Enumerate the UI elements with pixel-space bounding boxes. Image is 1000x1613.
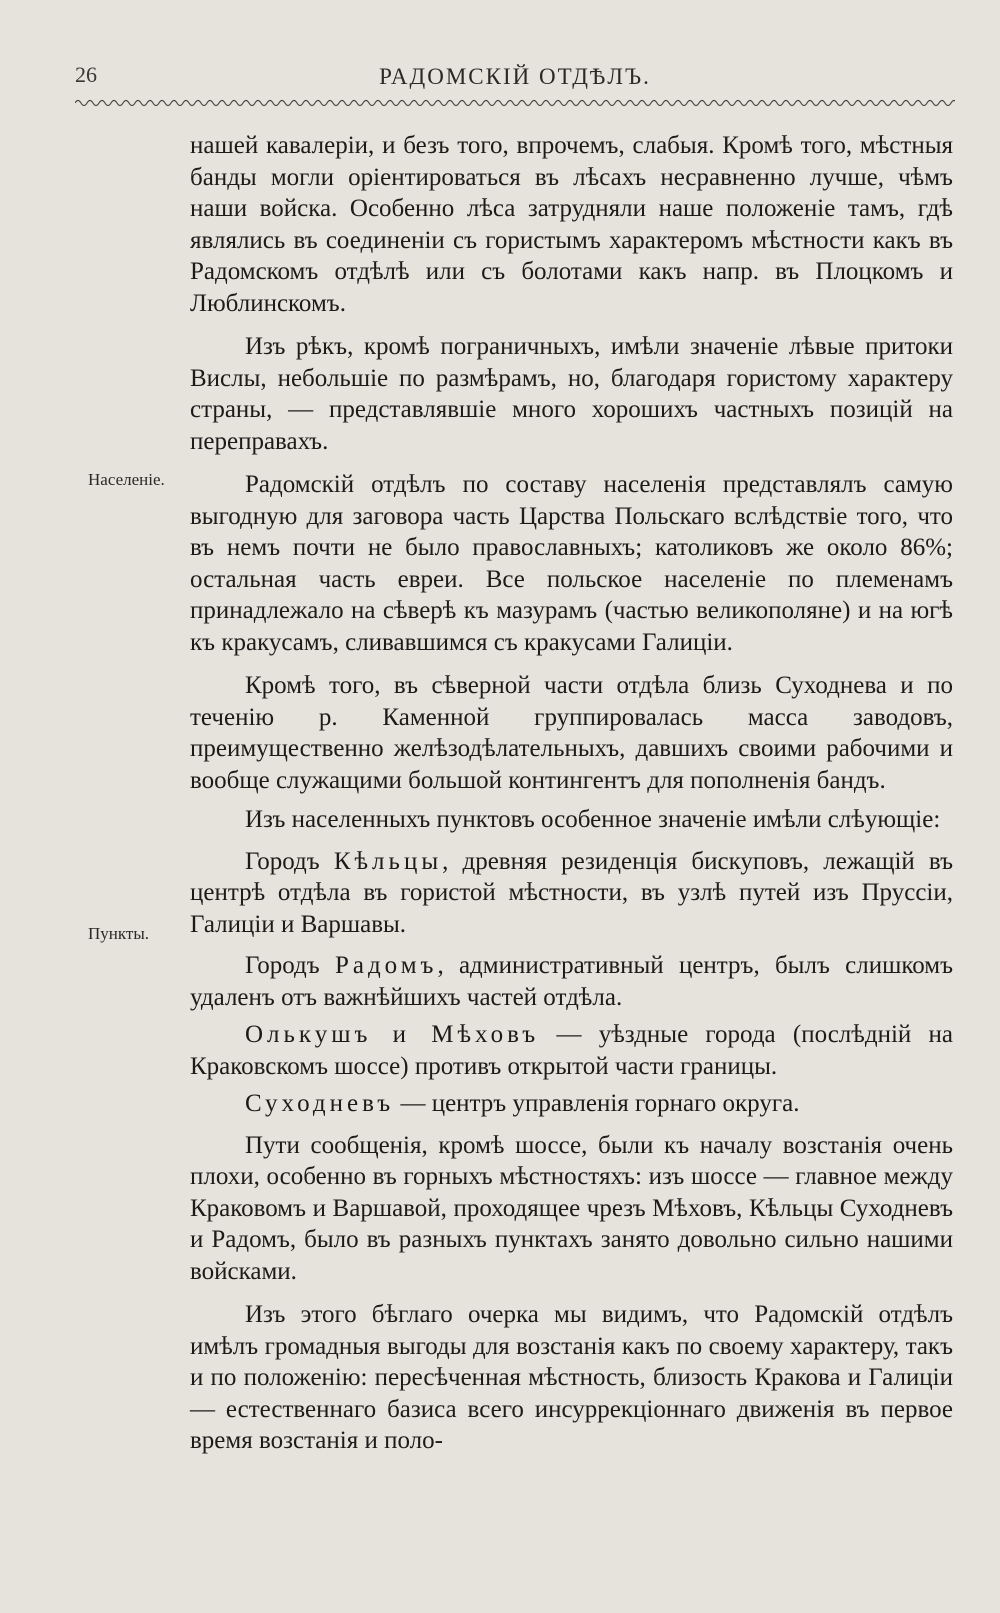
paragraph: Пути сообщенія, кромѣ шоссе, были къ началу возстанія очень плохи, особенно въ горныхъ мѣстностяхъ: изъ шоссе — главное между Краковомъ и Варшавой, проходящее чрезъ Мѣховъ, Кѣльцы Суходневъ и Радомъ, было въ разныхъ пунктахъ занято довольно сильно нашими войсками. (190, 1131, 953, 1285)
text-span: , административный центръ, былъ слишкомъ удаленъ отъ важнѣйшихъ частей отдѣла. (190, 952, 953, 1011)
paragraph (190, 950, 953, 1013)
text-span: Городъ (245, 847, 334, 875)
wavy-divider (75, 96, 955, 110)
page-number: 26 (75, 62, 97, 87)
paragraph (190, 1088, 953, 1120)
place-name: Суходневъ (245, 1090, 395, 1117)
text-span: Городъ (245, 952, 335, 979)
text-span: — уѣздные города (послѣдній на Краковскомъ шоссе) противъ открытой части границы. (190, 1021, 953, 1080)
margin-note-population: Населеніе. (88, 470, 165, 489)
place-name: Кѣльцы (333, 847, 443, 875)
paragraph (190, 1019, 953, 1082)
margin-note-points: Пункты. (88, 924, 150, 943)
place-name: Олькушъ и Мѣховъ (245, 1021, 540, 1048)
paragraph: Радомскій отдѣлъ по составу населенія представлялъ самую выгодную для заговора часть Царства Польскаго вслѣдствіе того, что въ немъ почти не было православныхъ; католиковъ же около 86%; остальная часть евреи. Все польское населеніе по племенамъ принадлежало на сѣверѣ къ мазурамъ (частью великополяне) и на югѣ къ кракусамъ, сливавшимся съ кракусами Галиціи. (190, 471, 953, 656)
text-span: , древняя резиденція бискуповъ, лежащій въ центрѣ отдѣла въ гористой мѣстности, въ узлѣ путей изъ Пруссіи, Галиціи и Варшавы. (190, 847, 953, 938)
text-span: — центръ управленія горнаго округа. (394, 1090, 800, 1117)
paragraph (190, 846, 953, 941)
paragraph: Изъ этого бѣглаго очерка мы видимъ, что Радомскій отдѣлъ имѣлъ громадныя выгоды для возстанія какъ по своему характеру, такъ и по положенію: пересѣченная мѣстность, близость Кракова и Галиціи — естественнаго базиса всего инсуррекціоннаго движенія въ первое время возстанія и поло- (190, 1301, 953, 1454)
paragraph: Изъ рѣкъ, кромѣ пограничныхъ, имѣли значеніе лѣвые притоки Вислы, небольшіе по размѣрамъ, но, благодаря гористому характеру страны, — представлявшіе много хорошихъ частныхъ позицій на переправахъ. (190, 333, 953, 455)
paragraph: нашей кавалеріи, и безъ того, впрочемъ, слабыя. Кромѣ того, мѣстныя банды могли оріентироваться въ лѣсахъ несравненно лучше, чѣмъ наши войска. Особенно лѣса затрудняли наше положеніе тамъ, гдѣ являлись въ соединеніи съ гористымъ характеромъ мѣстности какъ въ Радомскомъ отдѣлѣ или съ болотами какъ напр. въ Плоцкомъ и Люблинскомъ. (190, 132, 953, 317)
running-title: РАДОМСКІЙ ОТДѢЛЪ. (379, 64, 651, 89)
paragraph: Кромѣ того, въ сѣверной части отдѣла близь Суходнева и по теченію р. Каменной группировалась масса заводовъ, преимущественно желѣзодѣлательныхъ, давшихъ своими рабочими и вообще служащими большой контингентъ для пополненія бандъ. (190, 672, 953, 794)
place-name: Радомъ (334, 952, 438, 979)
paragraph: Изъ населенныхъ пунктовъ особенное значеніе имѣли слѣующіе: (245, 806, 941, 833)
main-text (190, 130, 953, 1457)
